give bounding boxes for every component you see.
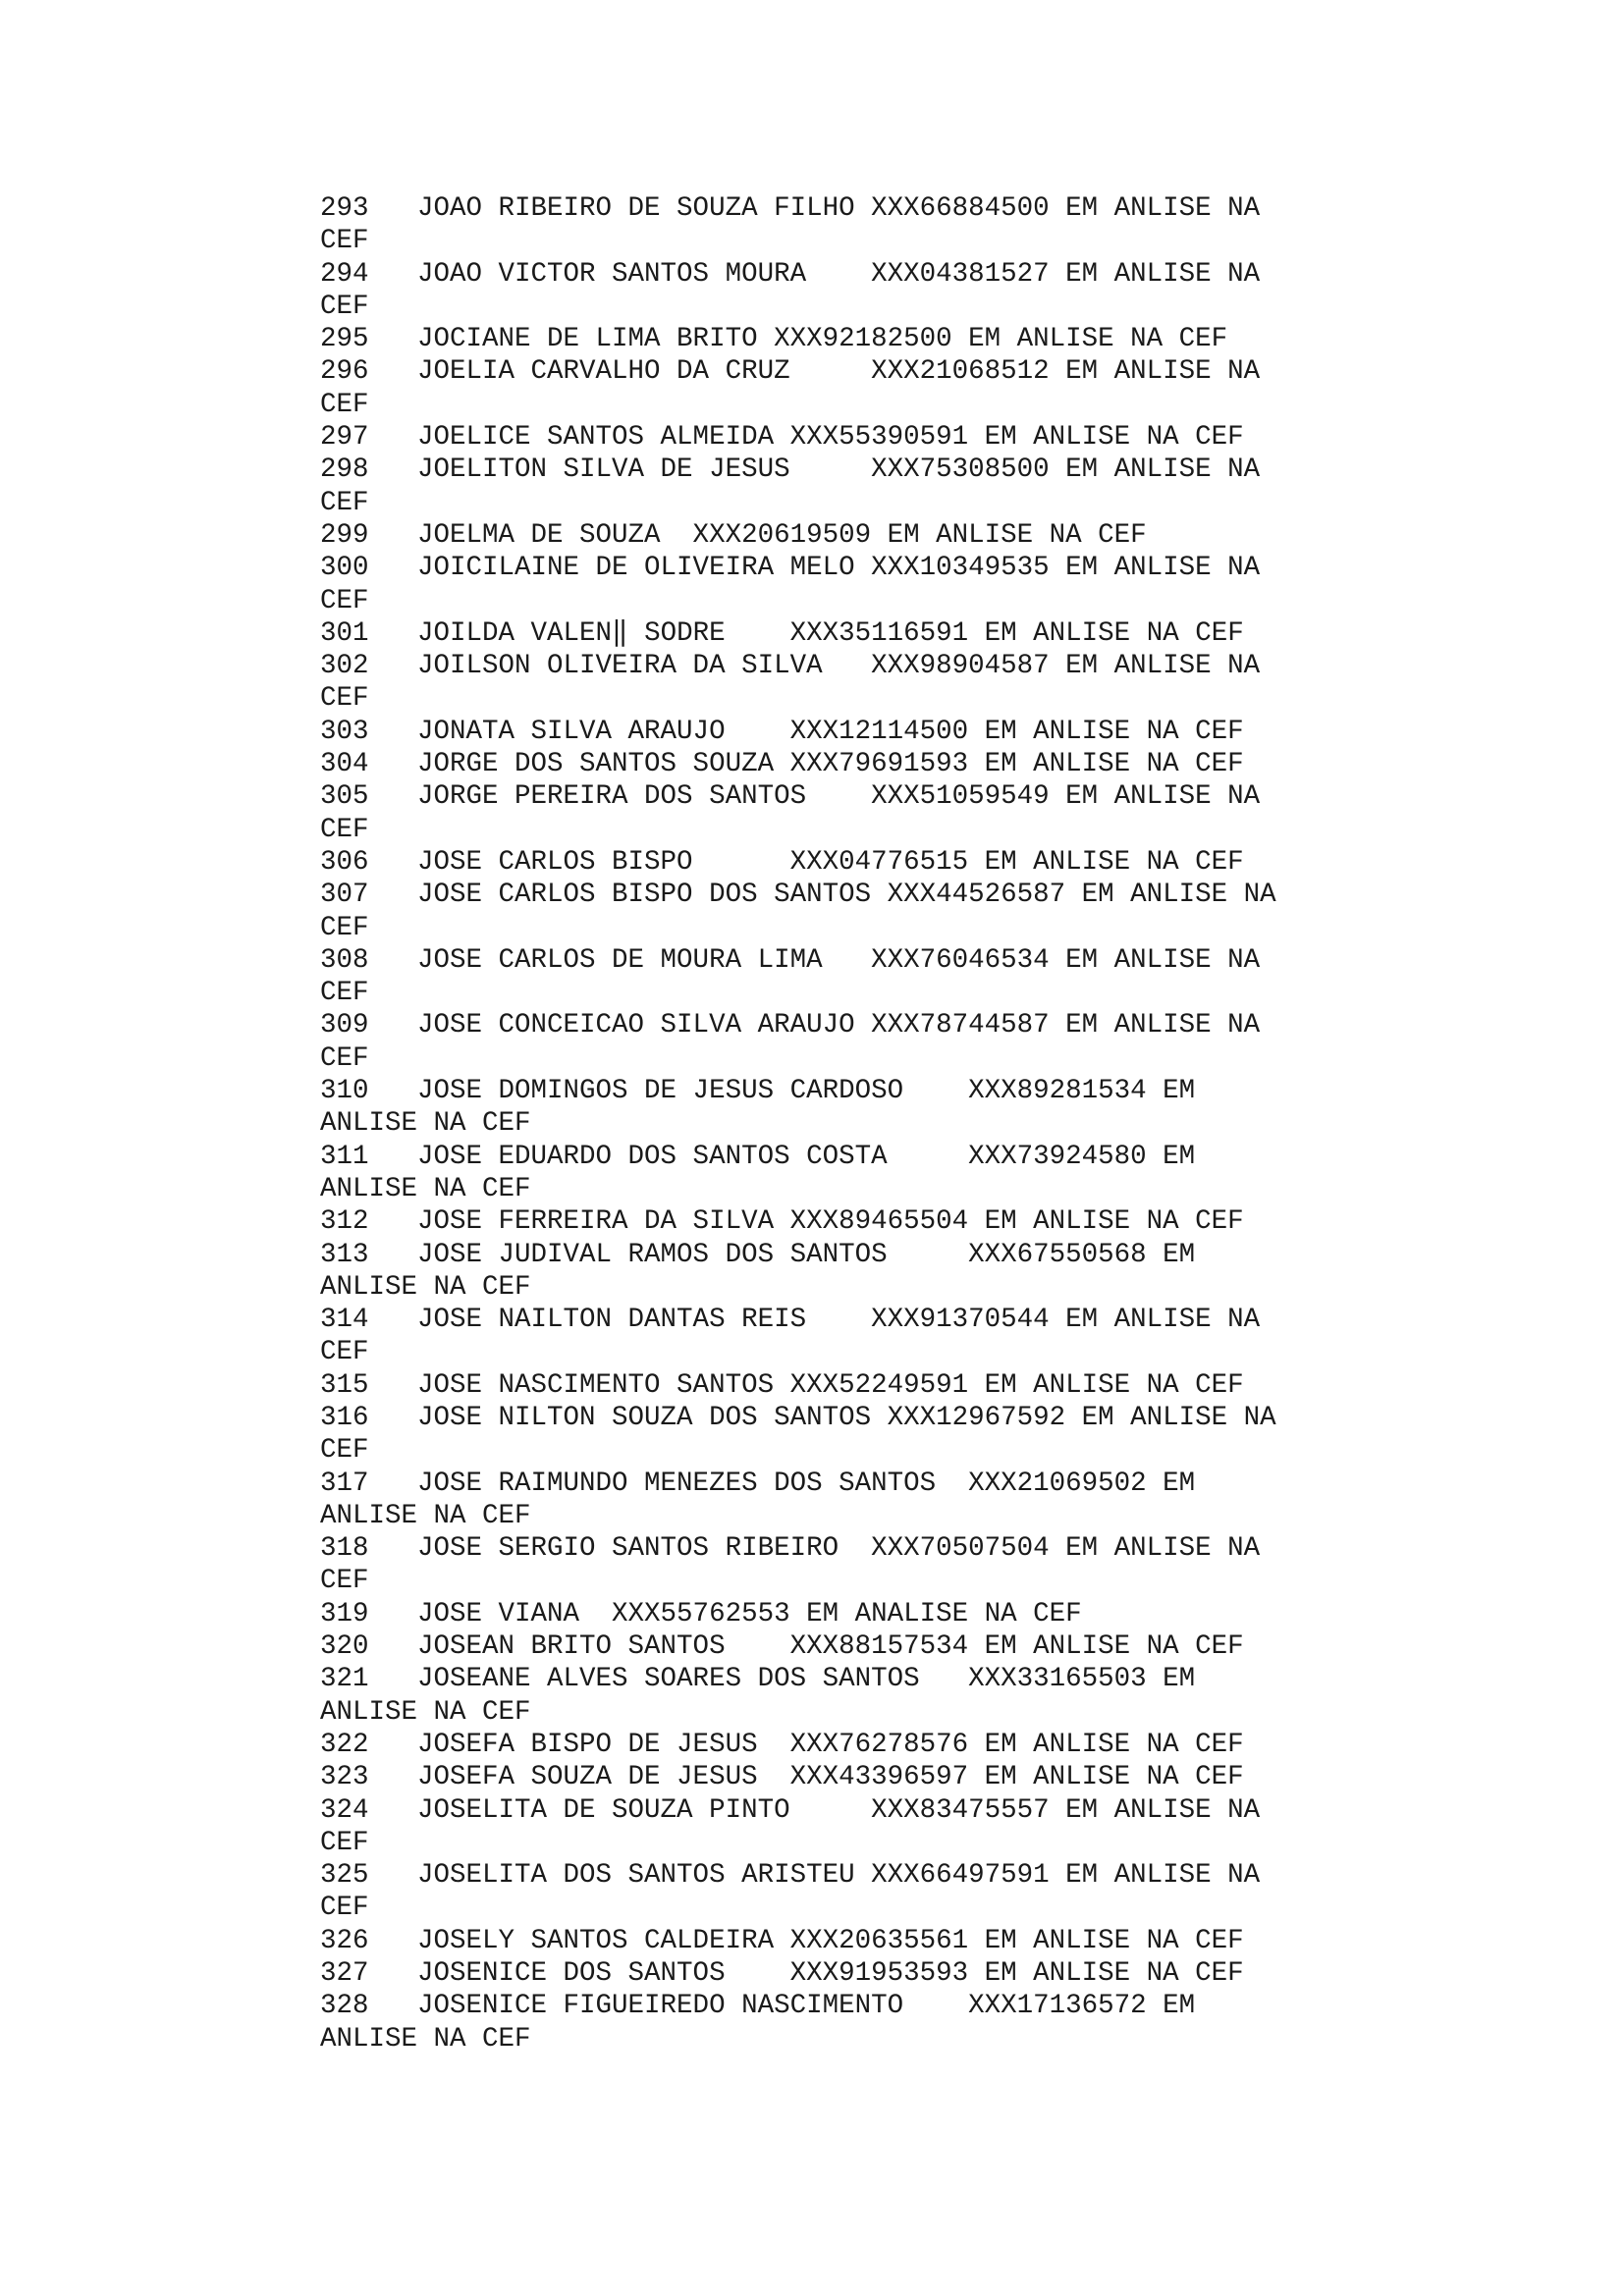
text-line: 314 JOSE NAILTON DANTAS REIS XXX91370544 EM ANLISE NA <box>320 1305 1261 1336</box>
text-line: 306 JOSE CARLOS BISPO XXX04776515 EM ANLISE NA CEF <box>320 846 1244 878</box>
text-line: ANLISE NA CEF <box>320 1108 531 1140</box>
text-line: 296 JOELIA CARVALHO DA CRUZ XXX21068512 EM ANLISE NA <box>320 356 1261 388</box>
text-line: CEF <box>320 1827 369 1858</box>
text-line: ANLISE NA CEF <box>320 1271 531 1303</box>
text-line: ANLISE NA CEF <box>320 1173 531 1204</box>
text-line: 321 JOSEANE ALVES SOARES DOS SANTOS XXX33165503 EM <box>320 1664 1196 1695</box>
text-line: 322 JOSEFA BISPO DE JESUS XXX76278576 EM ANLISE NA CEF <box>320 1729 1244 1760</box>
text-line: 295 JOCIANE DE LIMA BRITO XXX92182500 EM ANLISE NA CEF <box>320 324 1228 355</box>
text-line: 312 JOSE FERREIRA DA SILVA XXX89465504 EM ANLISE NA CEF <box>320 1206 1244 1238</box>
text-line: CEF <box>320 814 369 845</box>
text-line: ANLISE NA CEF <box>320 1696 531 1728</box>
text-line: CEF <box>320 683 369 715</box>
text-line: CEF <box>320 291 369 322</box>
text-line: 318 JOSE SERGIO SANTOS RIBEIRO XXX70507504 EM ANLISE NA <box>320 1533 1261 1565</box>
text-line: ANLISE NA CEF <box>320 2023 531 2055</box>
text-line: 297 JOELICE SANTOS ALMEIDA XXX55390591 EM ANLISE NA CEF <box>320 422 1244 454</box>
text-line: 311 JOSE EDUARDO DOS SANTOS COSTA XXX73924580 EM <box>320 1141 1196 1172</box>
text-line: 307 JOSE CARLOS BISPO DOS SANTOS XXX44526587 EM ANLISE NA <box>320 880 1276 911</box>
text-line: CEF <box>320 226 369 257</box>
text-line: 326 JOSELY SANTOS CALDEIRA XXX20635561 EM ANLISE NA CEF <box>320 1925 1244 1956</box>
text-line: 327 JOSENICE DOS SANTOS XXX91953593 EM ANLISE NA CEF <box>320 1958 1244 1990</box>
text-line: 300 JOICILAINE DE OLIVEIRA MELO XXX10349535 EM ANLISE NA <box>320 553 1261 584</box>
text-line: 328 JOSENICE FIGUEIREDO NASCIMENTO XXX17136572 EM <box>320 1991 1196 2022</box>
text-line: 315 JOSE NASCIMENTO SANTOS XXX52249591 EM ANLISE NA CEF <box>320 1369 1244 1401</box>
text-line: 298 JOELITON SILVA DE JESUS XXX75308500 EM ANLISE NA <box>320 454 1261 486</box>
text-line: CEF <box>320 1893 369 1924</box>
text-line: 308 JOSE CARLOS DE MOURA LIMA XXX76046534 EM ANLISE NA <box>320 944 1261 976</box>
text-line: 299 JOELMA DE SOUZA XXX20619509 EM ANLISE NA CEF <box>320 519 1147 551</box>
text-line: CEF <box>320 487 369 518</box>
text-line: 320 JOSEAN BRITO SANTOS XXX88157534 EM ANLISE NA CEF <box>320 1631 1244 1663</box>
text-line: 293 JOAO RIBEIRO DE SOUZA FILHO XXX66884500 EM ANLISE NA <box>320 193 1261 224</box>
text-line: CEF <box>320 1435 369 1467</box>
text-line: 303 JONATA SILVA ARAUJO XXX12114500 EM ANLISE NA CEF <box>320 716 1244 747</box>
document-text-block <box>320 192 1341 2056</box>
text-line: 301 JOILDA VALEN‖ SODRE XXX35116591 EM ANLISE NA CEF <box>320 617 1244 649</box>
text-line: CEF <box>320 978 369 1009</box>
text-line: 323 JOSEFA SOUZA DE JESUS XXX43396597 EM ANLISE NA CEF <box>320 1762 1244 1793</box>
text-line: 304 JORGE DOS SANTOS SOUZA XXX79691593 EM ANLISE NA CEF <box>320 749 1244 780</box>
text-line: CEF <box>320 1337 369 1368</box>
text-line: 316 JOSE NILTON SOUZA DOS SANTOS XXX12967592 EM ANLISE NA <box>320 1402 1276 1433</box>
text-line: 317 JOSE RAIMUNDO MENEZES DOS SANTOS XXX21069502 EM <box>320 1468 1196 1499</box>
text-line: CEF <box>320 1042 369 1074</box>
text-line: CEF <box>320 912 369 943</box>
text-line: 324 JOSELITA DE SOUZA PINTO XXX83475557 EM ANLISE NA <box>320 1794 1261 1826</box>
text-line: 305 JORGE PEREIRA DOS SANTOS XXX51059549 EM ANLISE NA <box>320 781 1261 813</box>
text-line: 313 JOSE JUDIVAL RAMOS DOS SANTOS XXX67550568 EM <box>320 1239 1196 1270</box>
text-line: 309 JOSE CONCEICAO SILVA ARAUJO XXX78744587 EM ANLISE NA <box>320 1010 1261 1041</box>
text-line: 325 JOSELITA DOS SANTOS ARISTEU XXX66497591 EM ANLISE NA <box>320 1860 1261 1892</box>
text-line: CEF <box>320 1566 369 1597</box>
text-line: 294 JOAO VICTOR SANTOS MOURA XXX04381527 EM ANLISE NA <box>320 258 1261 290</box>
text-line: 319 JOSE VIANA XXX55762553 EM ANALISE NA CEF <box>320 1598 1082 1629</box>
text-line: CEF <box>320 585 369 616</box>
text-line: ANLISE NA CEF <box>320 1500 531 1531</box>
text-line: CEF <box>320 389 369 420</box>
text-line: 302 JOILSON OLIVEIRA DA SILVA XXX98904587 EM ANLISE NA <box>320 651 1261 682</box>
text-line: 310 JOSE DOMINGOS DE JESUS CARDOSO XXX89281534 EM <box>320 1076 1196 1107</box>
